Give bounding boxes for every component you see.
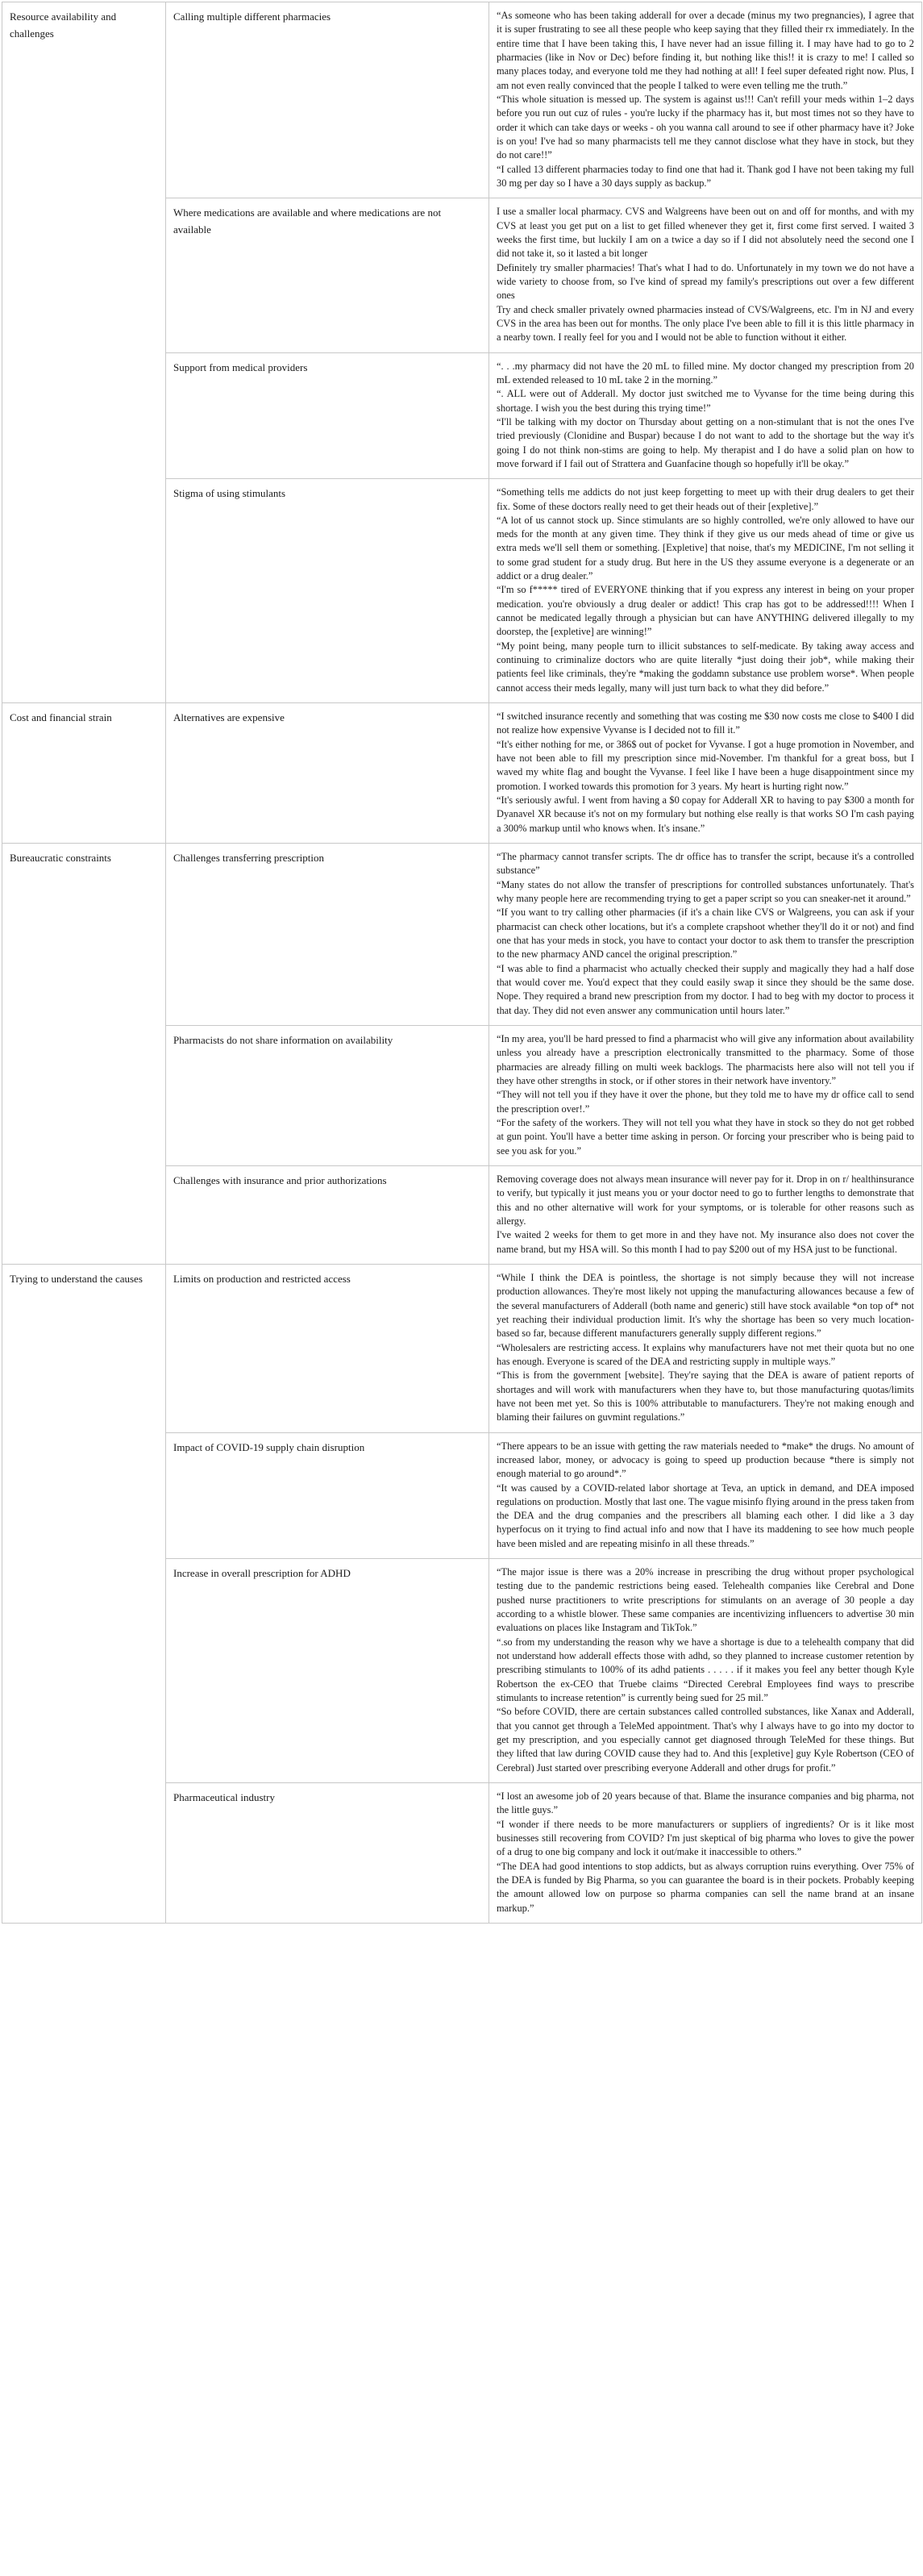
- quote-text: “. ALL were out of Adderall. My doctor just switched me to Vyvanse for the time being during this shortage. I wish you the best during this trying time!”: [497, 388, 914, 414]
- quote-text: “Many states do not allow the transfer of prescriptions for controlled substances unfortunately. That's why many people here are recommending trying to get a paper script so you can sneaker-net it around.”: [497, 878, 914, 905]
- quote-text: I've waited 2 weeks for them to get more in and they have not. My insurance also does not cover the name brand, but my HSA will. So this month I had to pay $200 out of my HSA just to be functional.: [497, 1229, 914, 1255]
- quote-text: “My point being, many people turn to illicit substances to self-medicate. By taking away access and continuing to criminalize doctors who are quite literally *just doing their job*, while making their patients feel like criminals, they're *making the goddamn substance use problem worse*. When people cannot access their meds legally, many will just turn back to what they did before.”: [497, 640, 914, 694]
- category-cell: Resource availability and challenges: [2, 2, 166, 703]
- subtheme-cell: Increase in overall prescription for ADHD: [166, 1559, 489, 1783]
- quote-text: “I was able to find a pharmacist who actually checked their supply and magically they had a half dose that would cover me. You'd expect that they could easily swap it since they should be the same dose. Nope. They required a brand new prescription from my doctor. I had to beg with my doctor to process it that day. They did not even answer any communication until hours later.”: [497, 962, 914, 1016]
- quotes-cell: [489, 352, 922, 479]
- quotes-cell: [489, 703, 922, 844]
- quotes-cell: [489, 1432, 922, 1559]
- subtheme-cell: Impact of COVID-19 supply chain disruption: [166, 1432, 489, 1559]
- quote-text: Try and check smaller privately owned pharmacies instead of CVS/Walgreens, etc. I'm in NJ and every CVS in the area has been out for months. The only place I've been able to fill it is this little pharmacy in a nearby town. I really feel for you and I would not be able to function without it either.: [497, 303, 914, 344]
- quote-text: “If you want to try calling other pharmacies (if it's a chain like CVS or Walgreens, you can ask if your pharmacist can check other locations, but it's a complete crapshoot whether they'll do it or not) and find one that has your meds in stock, you have to contact your doctor to ask them to transfer the prescription to the new pharmacy AND cancel the original prescription.”: [497, 907, 914, 961]
- quotes-cell: [489, 198, 922, 352]
- quotes-cell: [489, 2, 922, 198]
- quote-text: Definitely try smaller pharmacies! That's what I had to do. Unfortunately in my town we do not have a wide variety to choose from, so I've kind of spread my family's prescriptions out over a few different ones: [497, 261, 914, 302]
- quote-text: “I lost an awesome job of 20 years because of that. Blame the insurance companies and big pharma, not the little guys.”: [497, 1790, 914, 1816]
- quote-text: “This is from the government [website]. They're saying that the DEA is aware of patient reports of shortages and will work with manufacturers when they have to, but those manufacturing quotas/limits have not been met yet. So this is 100% attributable to manufacturers. They're not making enough and blaming their failures on guvmint regulations.”: [497, 1369, 914, 1423]
- subtheme-cell: Calling multiple different pharmacies: [166, 2, 489, 198]
- subtheme-cell: Stigma of using stimulants: [166, 479, 489, 703]
- quote-text: “.so from my understanding the reason why we have a shortage is due to a telehealth company that did not understand how adderall effects those with adhd, so they planned to increase customer retention by prescribing stimulants to 100% of its adhd patients . . . . . if it makes you feel any better though Kyle Robertson the ex-CEO that Truebe claims “Directed Cerebral Employees find ways to prescribe stimulants to increase retention” is currently being sued for 25 mil.”: [497, 1636, 914, 1704]
- table-row: [2, 844, 922, 1026]
- quotes-cell: [489, 1264, 922, 1432]
- quote-text: “In my area, you'll be hard pressed to find a pharmacist who will give any information about availability unless you already have a prescription electronically transmitted to the pharmacy. Some of those pharmacies are already filling on multi week backlogs. The pharmacists here also will not tell you if they have other strengths in stock, or if other stores in their network have inventory.”: [497, 1032, 914, 1086]
- quote-text: “Wholesalers are restricting access. It explains why manufacturers have not met their quota but no one has enough. Everyone is scared of the DEA and restricting supply in multiple ways.”: [497, 1341, 914, 1367]
- table-row: [2, 703, 922, 844]
- quotes-cell: [489, 1783, 922, 1924]
- quote-text: “A lot of us cannot stock up. Since stimulants are so highly controlled, we're only allowed to have our meds for the month at any given time. They think if they give us our meds ahead of time or give us extra meds we'll sell them or something. [Expletive] that noise, that's my MEDICINE, I'm not selling it to some grad student for a study drug. But here in the US they assume everyone is a degenerate or an addict or a drug dealer.”: [497, 514, 914, 582]
- table-body: [2, 2, 922, 1924]
- quote-text: “The DEA had good intentions to stop addicts, but as always corruption ruins everything. Over 75% of the DEA is funded by Big Pharma, so you can guarantee the board is in their pockets. Probably keeping the amount allowed low on purpose so pharma companies can sell the name brand at an insane markup.”: [497, 1860, 914, 1914]
- quote-text: “As someone who has been taking adderall for over a decade (minus my two pregnancies), I agree that it is super frustrating to see all these people who keep saying that they filled their rx immediately. In the entire time that I have been taking this, I have never had an issue filling it. I may have had to go to 2 pharmacies (like in Nov or Dec) before finding it, but nothing like this!! it is crazy to me! I called so many places today, and everyone told me they had nothing at all! I feel super defeated right now. Plus, I am not even really convinced that the people I talked to were even telling me the truth.”: [497, 10, 914, 91]
- quote-text: “I switched insurance recently and something that was costing me $30 now costs me close to $400 I did not realize how expensive Vyvanse is I decided not to fill it.”: [497, 711, 914, 736]
- quotes-cell: [489, 479, 922, 703]
- subtheme-cell: Challenges with insurance and prior authorizations: [166, 1165, 489, 1264]
- subtheme-cell: Pharmaceutical industry: [166, 1783, 489, 1924]
- subtheme-cell: Where medications are available and where medications are not available: [166, 198, 489, 352]
- quotes-cell: [489, 1559, 922, 1783]
- quotes-cell: [489, 1165, 922, 1264]
- quote-text: “This whole situation is messed up. The system is against us!!! Can't refill your meds within 1–2 days before you run out cuz of rules - you're lucky if the pharmacy has it, but most times not so they have to order it which can take days or weeks - oh you wanna call around to see if other pharmacy have it? Joke is on you! I've had so many pharmacists tell me they cannot disclose what they have in stock, but they do not care!!”: [497, 93, 914, 161]
- subtheme-cell: Pharmacists do not share information on availability: [166, 1025, 489, 1165]
- category-cell: Bureaucratic constraints: [2, 844, 166, 1265]
- quote-text: “They will not tell you if they have it over the phone, but they told me to have my dr office call to send the prescription over!.”: [497, 1089, 914, 1115]
- quote-text: “Something tells me addicts do not just keep forgetting to meet up with their drug dealers to get their fix. Some of these doctors really need to get their heads out of their [expletive].”: [497, 486, 914, 512]
- themes-table: [2, 2, 922, 1924]
- quote-text: “So before COVID, there are certain substances called controlled substances, like Xanax and Adderall, that you cannot get through a TeleMed appointment. That's why I always have to go into my doctor to get my prescription, and you especially cannot get diagnosed through TeleMed for these things. But they lifted that law during COVID cause they had to. And this [expletive] guy Kyle Robertson (CEO of Cerebral) Just started over prescribing everyone Adderall and other drugs for profit.”: [497, 1706, 914, 1774]
- subtheme-cell: Limits on production and restricted access: [166, 1264, 489, 1432]
- quote-text: “While I think the DEA is pointless, the shortage is not simply because they will not increase production allowances. They're most likely not upping the manufacturing allowances because a few of the several manufacturers of Adderall (both name and generic) still have stock available *on top of* not yet reaching their individual production limit. It's why the shortage has been so very much location-based so far, because different manufacturers generally supply different regions.”: [497, 1271, 914, 1340]
- subtheme-cell: Alternatives are expensive: [166, 703, 489, 844]
- table-row: [2, 1264, 922, 1432]
- quote-text: “I wonder if there needs to be more manufacturers or suppliers of ingredients? Or is it like most businesses still recovering from COVID? I'm just skeptical of big pharma who loves to give the power of a drug to one big company and lock it out/make it inaccessible to others.”: [497, 1818, 914, 1858]
- category-cell: Cost and financial strain: [2, 703, 166, 844]
- subtheme-cell: Challenges transferring prescription: [166, 844, 489, 1026]
- quotes-cell: [489, 1025, 922, 1165]
- quote-text: Removing coverage does not always mean insurance will never pay for it. Drop in on r/ healthinsurance to verify, but typically it just means you or your doctor need to go to further lengths to demonstrate that this and no other alternative will work for your symptoms, or is tolerable for other reasons such as allergy.: [497, 1173, 914, 1227]
- subtheme-cell: Support from medical providers: [166, 352, 489, 479]
- quote-text: I use a smaller local pharmacy. CVS and Walgreens have been out on and off for months, and with my CVS at least you get put on a list to get filled whenever they get it, first come first served. I waited 3 weeks the first time, but luckily I am on a twice a day so if I did not absolutely need the second one I did not take it, so it lasted a bit longer: [497, 206, 914, 260]
- quote-text: “There appears to be an issue with getting the raw materials needed to *make* the drugs. No amount of increased labor, money, or advocacy is going to speed up production because *there is simply not enough material to go around*.”: [497, 1440, 914, 1480]
- quote-text: “It's either nothing for me, or 386$ out of pocket for Vyvanse. I got a huge promotion in November, and have not been able to fill my prescription since mid-November. I'm thankful for a great boss, but I waved my white flag and bought the Vyvanse. I feel like I have been a huge disappointment since my promotion. I worked towards this promotion for 3 years. My heart is hurting right now.”: [497, 738, 914, 792]
- quote-text: “The major issue is there was a 20% increase in prescribing the drug without proper psychological testing due to the pandemic restrictions being eased. Telehealth companies like Cerebral and Done pushed nurse practitioners to write prescriptions for stimulants on an average of 30 people a day according to a whistle blower. These same companies are incentivizing influencers to advertise 30 min evaluations on places like Instagram and TikTok.”: [497, 1566, 914, 1634]
- quote-text: “The pharmacy cannot transfer scripts. The dr office has to transfer the script, because it's a controlled substance”: [497, 851, 914, 877]
- quote-text: “I called 13 different pharmacies today to find one that had it. Thank god I have not been taking my full 30 mg per day so I have a 30 days supply as backup.”: [497, 163, 914, 189]
- quote-text: “It's seriously awful. I went from having a $0 copay for Adderall XR to having to pay $300 a month for Dyanavel XR because it's not on my formulary but nothing else really is that works SO I'm cash paying a 300% markup until who knows when. It's insane.”: [497, 794, 914, 834]
- quote-text: “. . .my pharmacy did not have the 20 mL to filled mine. My doctor changed my prescription from 20 mL extended released to 10 mL take 2 in the morning.”: [497, 360, 914, 386]
- quote-text: “I'm so f***** tired of EVERYONE thinking that if you express any interest in being on your proper medication. you're obviously a drug dealer or addict! This crap has got to be addressed!!!! When I cannot be medicated legally through a physician but can have ANYTHING delivered illegally to my doorstep, the [expletive] are winning!”: [497, 584, 914, 638]
- quotes-cell: [489, 844, 922, 1026]
- quote-text: “It was caused by a COVID-related labor shortage at Teva, an uptick in demand, and DEA imposed regulations on production. Mostly that last one. The vague misinfo flying around in the press taken from the DEA and the drug companies and the prescribers all blaming each other. I did like a 3 day hyperfocus on it trying to find actual info and now that I have its maddening to see how much people have been misled and are repeating misinfo in all these threads.”: [497, 1482, 914, 1549]
- category-cell: Trying to understand the causes: [2, 1264, 166, 1923]
- quote-text: “I'll be talking with my doctor on Thursday about getting on a non-stimulant that is not the ones I've tried previously (Clonidine and Buspar) because I do not want to add to the shortage but the way it's going I do not think non-stims are going to help. My therapist and I do have a solid plan on how to move forward if I fail out of Strattera and Guanfacine though so hopefully it'll be okay.”: [497, 415, 914, 469]
- quote-text: “For the safety of the workers. They will not tell you what they have in stock so they do not get robbed at gun point. You'll have a better time asking in person. Or forcing your prescriber who is being paid to see you ask for you.”: [497, 1116, 914, 1157]
- table-row: [2, 2, 922, 198]
